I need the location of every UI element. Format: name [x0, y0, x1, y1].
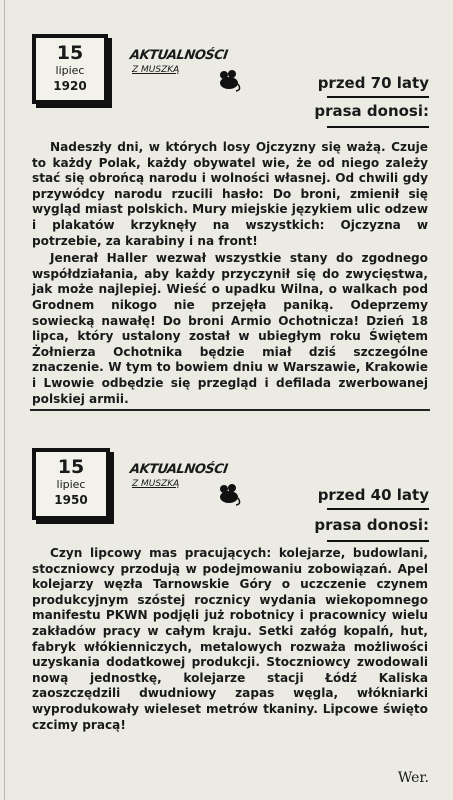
rubric-logo	[130, 48, 240, 98]
author-signature: Wer.	[397, 770, 429, 786]
tagline-years: przed 70 laty	[317, 74, 429, 92]
date-day: 15	[57, 456, 85, 478]
rubric-subtitle: Z MUSZKĄ	[132, 479, 180, 489]
mouse-icon	[216, 66, 242, 92]
date-box	[32, 34, 108, 104]
rubric-title: AKTUALNOŚCI	[128, 462, 229, 477]
date-box	[32, 448, 110, 520]
paragraph: Nadeszły dni, w których losy Ojczyzny się ważą. Czuje to każdy Polak, każdy obywatel wie, że od niego zależy stać się obrońcą narodu i wolności własnej. Od chwili gdy przywódcy narodu rzucili hasło: Do broni, zmienił się wygląd miast polskich. Mury miejskie językiem ulic odzew i plakatów krzyknęły na wszystkich: Ojczyzna w potrzebie, za karabiny i na front!	[32, 140, 428, 248]
tagline-years: przed 40 laty	[317, 486, 429, 504]
rubric-logo	[130, 462, 240, 512]
section-divider	[30, 409, 430, 411]
paragraph: Jenerał Haller wezwał wszystkie stany do zgodnego współdziałania, aby każdy przyczynił się do zwycięstwa, jak może najlepiej. Wieść o upadku Wilna, o walkach pod Grodnem nikogo nie przejęła paniką. Odeprzemy sowiecką nawałę! Do broni Armio Ochotnicza! Dzień 18 lipca, który ustalony został w ubiegłym roku Świętem Żołnierza Ochotnika będzie miał dziś szczególne znaczenie. W tym to bowiem dniu w Warszawie, Krakowie i Lwowie odbędzie się przegląd i defilada zwerbowanej polskiej armii.	[32, 251, 428, 406]
date-month: lipiec	[56, 478, 86, 491]
tagline-underline	[327, 126, 429, 128]
tagline-press: prasa donosi:	[314, 516, 429, 534]
page-edge-rule	[4, 0, 5, 800]
tagline-press: prasa donosi:	[314, 102, 429, 120]
rubric-subtitle: Z MUSZKĄ	[132, 65, 180, 75]
paragraph: Czyn lipcowy mas pracujących: kolejarze, budowlani, stoczniowcy przodują w podejmowaniu zobowiązań. Apel kolejarzy węzła Tarnowskie Góry o uczczenie czynem produkcyjnym szóstej rocznicy wydania wiekopomnego manifestu PKWN podjęli już robotnicy i pracownicy wielu zakładów pracy w całym kraju. Setki załóg kopalń, hut, fabryk włókienniczych, metalowych rozważa możliwości uzyskania dodatkowej produkcji. Stoczniowcy zwodowali nową jednostkę, kolejarze stacji Łódź Kaliska zaoszczędzili dwudniowy zapas węgla, włókniarki wyprodukowały wieleset metrów tkaniny. Lipcowe święto czcimy pracą!	[32, 546, 428, 732]
date-month: lipiec	[55, 64, 85, 77]
mouse-icon	[216, 480, 242, 506]
tagline-underline	[327, 508, 429, 510]
date-year: 1920	[53, 79, 87, 93]
tagline-underline	[327, 96, 429, 98]
rubric-title: AKTUALNOŚCI	[128, 48, 229, 63]
article-body	[32, 140, 428, 407]
article-body	[32, 546, 428, 733]
date-day: 15	[56, 42, 84, 64]
date-year: 1950	[54, 493, 88, 507]
tagline-underline	[327, 540, 429, 542]
